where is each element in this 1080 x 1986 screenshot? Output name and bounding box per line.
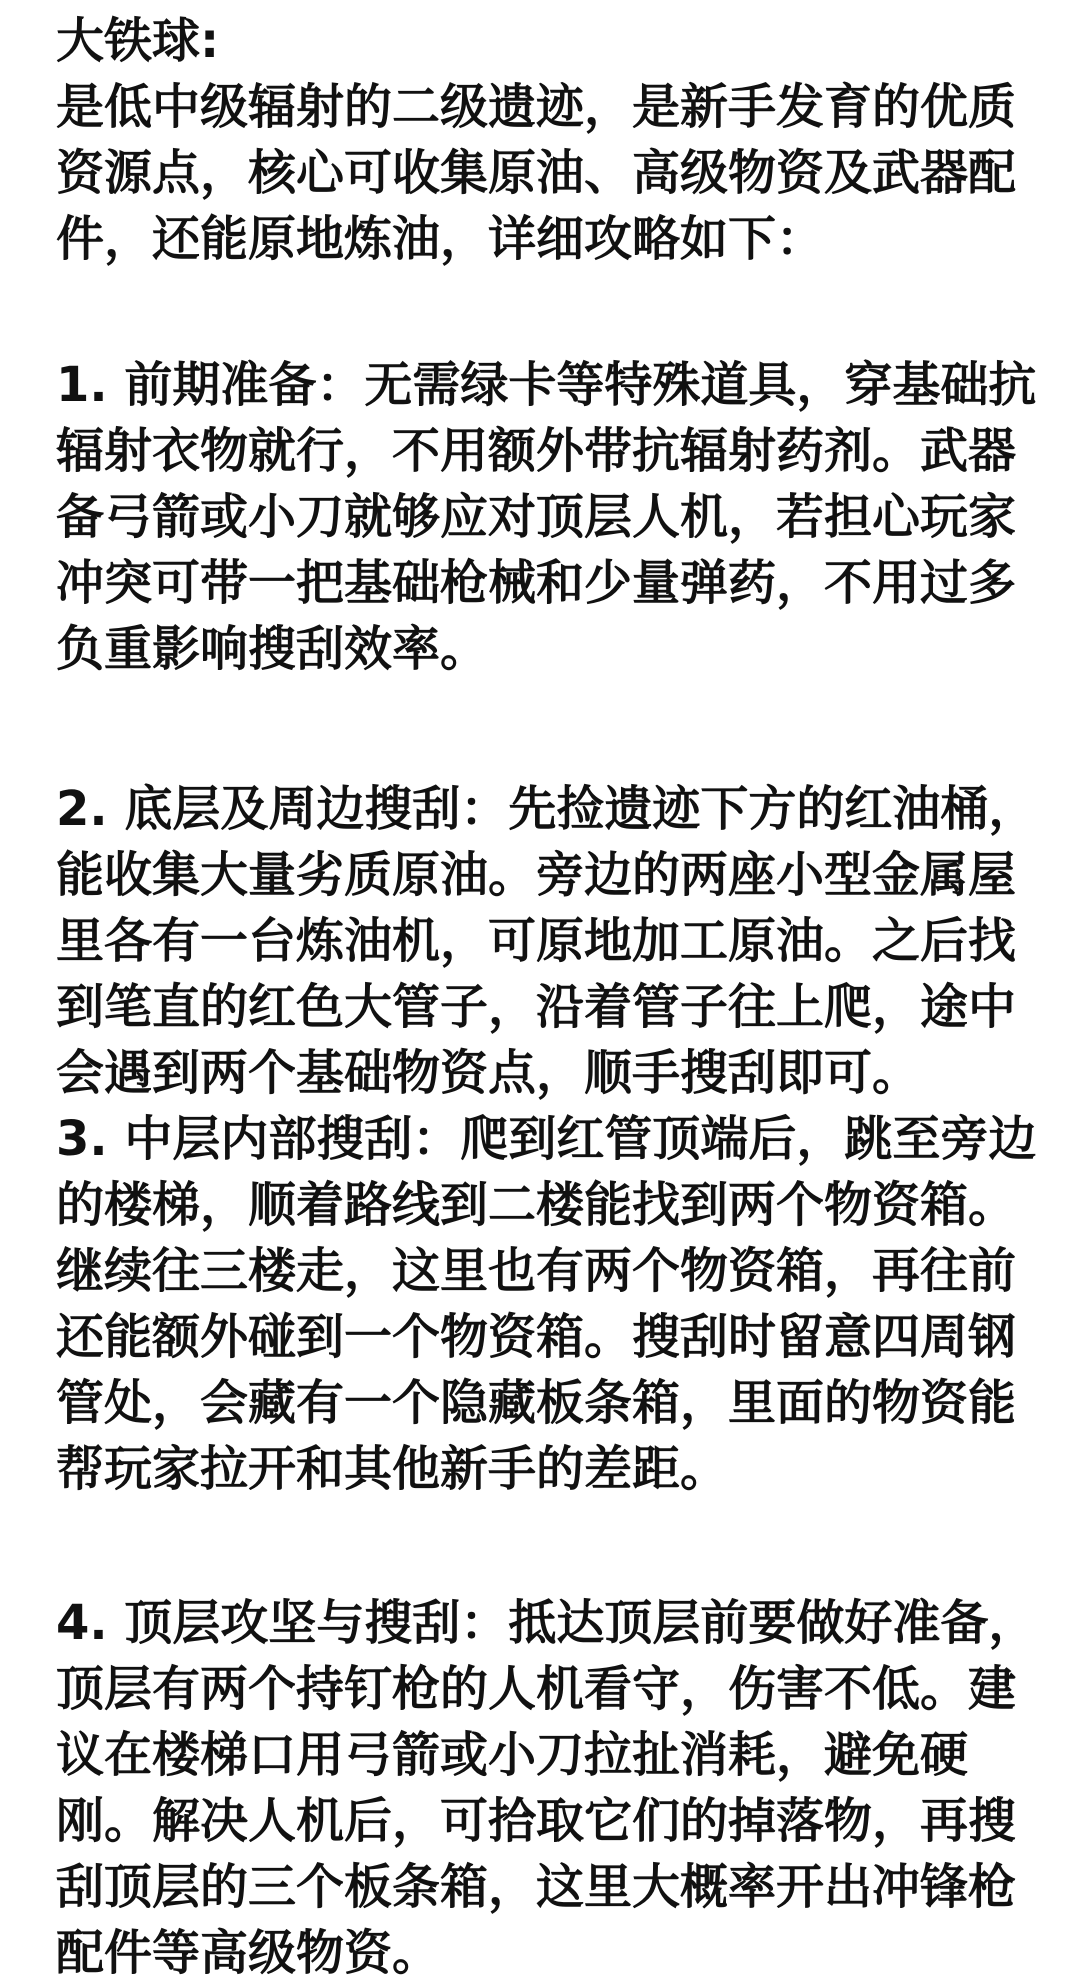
section-line: 刮顶层的三个板条箱，这里大概率开出冲锋枪 xyxy=(56,1859,1017,1915)
section-line: 负重影响搜刮效率。 xyxy=(56,621,489,677)
section-line: 配件等高级物资。 xyxy=(56,1925,441,1981)
section-line: 到笔直的红色大管子，沿着管子往上爬，途中 xyxy=(56,979,1017,1035)
section-line: 冲突可带一把基础枪械和少量弹药，不用过多 xyxy=(56,555,1017,611)
intro-block xyxy=(56,0,1036,272)
intro-line: 件，还能原地炼油，详细攻略如下： xyxy=(56,211,825,267)
section-line: 1. 前期准备：无需绿卡等特殊道具，穿基础抗 xyxy=(56,357,1037,413)
section-3-middle-floor xyxy=(56,1106,1036,1502)
intro-line: 资源点，核心可收集原油、高级物资及武器配 xyxy=(56,145,1017,201)
guide-document xyxy=(56,0,1036,1986)
section-line: 继续往三楼走，这里也有两个物资箱，再往前 xyxy=(56,1243,1017,1299)
section-line: 管处，会藏有一个隐藏板条箱，里面的物资能 xyxy=(56,1375,1017,1431)
section-4-top-floor xyxy=(56,1590,1036,1986)
section-line: 会遇到两个基础物资点，顺手搜刮即可。 xyxy=(56,1045,921,1101)
section-line: 的楼梯，顺着路线到二楼能找到两个物资箱。 xyxy=(56,1177,1017,1233)
section-line: 里各有一台炼油机，可原地加工原油。之后找 xyxy=(56,913,1017,969)
guide-title: 大铁球: xyxy=(56,13,220,69)
section-1-preparation xyxy=(56,352,1036,682)
section-line: 2. 底层及周边搜刮：先捡遗迹下方的红油桶， xyxy=(56,781,1037,837)
section-line: 4. 顶层攻坚与搜刮：抵达顶层前要做好准备， xyxy=(56,1595,1037,1651)
section-line: 能收集大量劣质原油。旁边的两座小型金属屋 xyxy=(56,847,1017,903)
section-line: 还能额外碰到一个物资箱。搜刮时留意四周钢 xyxy=(56,1309,1017,1365)
section-line: 顶层有两个持钉枪的人机看守，伤害不低。建 xyxy=(56,1661,1017,1717)
section-line: 辐射衣物就行，不用额外带抗辐射药剂。武器 xyxy=(56,423,1017,479)
section-line: 刚。解决人机后，可拾取它们的掉落物，再搜 xyxy=(56,1793,1017,1849)
section-line: 备弓箭或小刀就够应对顶层人机，若担心玩家 xyxy=(56,489,1017,545)
section-line: 议在楼梯口用弓箭或小刀拉扯消耗，避免硬 xyxy=(56,1727,969,1783)
intro-line: 是低中级辐射的二级遗迹，是新手发育的优质 xyxy=(56,79,1017,135)
section-line: 3. 中层内部搜刮：爬到红管顶端后，跳至旁边 xyxy=(56,1111,1037,1167)
section-2-ground-floor xyxy=(56,776,1036,1106)
section-line: 帮玩家拉开和其他新手的差距。 xyxy=(56,1441,729,1497)
